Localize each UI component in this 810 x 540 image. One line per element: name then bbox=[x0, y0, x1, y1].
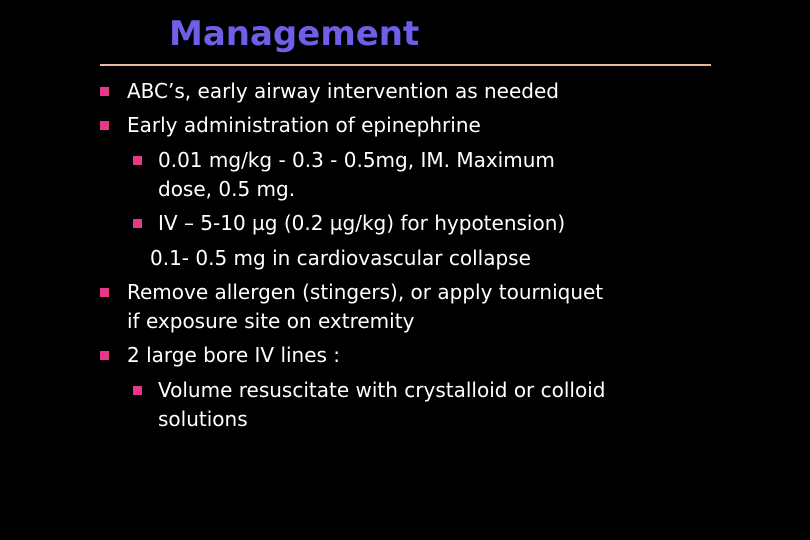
sub-bullet-marker bbox=[133, 386, 142, 395]
bullet-text: 2 large bore IV lines : bbox=[127, 343, 341, 367]
bullet-marker bbox=[100, 351, 109, 360]
bullet-marker bbox=[100, 121, 109, 130]
sub-bullet-marker bbox=[133, 219, 142, 228]
bullet-text: Remove allergen (stingers), or apply tourniquet bbox=[127, 280, 604, 304]
sub-bullet-text: 0.01 mg/kg - 0.3 - 0.5mg, IM. Maximum bbox=[158, 148, 555, 172]
bullet-text: Early administration of epinephrine bbox=[127, 113, 481, 137]
bullet-marker bbox=[100, 87, 109, 96]
sub-bullet-text: solutions bbox=[158, 407, 248, 431]
slide-title: Management bbox=[169, 14, 420, 54]
bullet-text: if exposure site on extremity bbox=[127, 309, 415, 333]
sub-bullet-text: 0.1- 0.5 mg in cardiovascular collapse bbox=[150, 246, 531, 270]
sub-bullet-text: dose, 0.5 mg. bbox=[158, 177, 296, 201]
sub-bullet-marker bbox=[133, 156, 142, 165]
bullet-marker bbox=[100, 288, 109, 297]
bullet-text: ABC’s, early airway intervention as needed bbox=[127, 79, 559, 103]
sub-bullet-text: Volume resuscitate with crystalloid or colloid bbox=[158, 378, 606, 402]
sub-bullet-text: IV – 5-10 µg (0.2 µg/kg) for hypotension) bbox=[158, 211, 566, 235]
